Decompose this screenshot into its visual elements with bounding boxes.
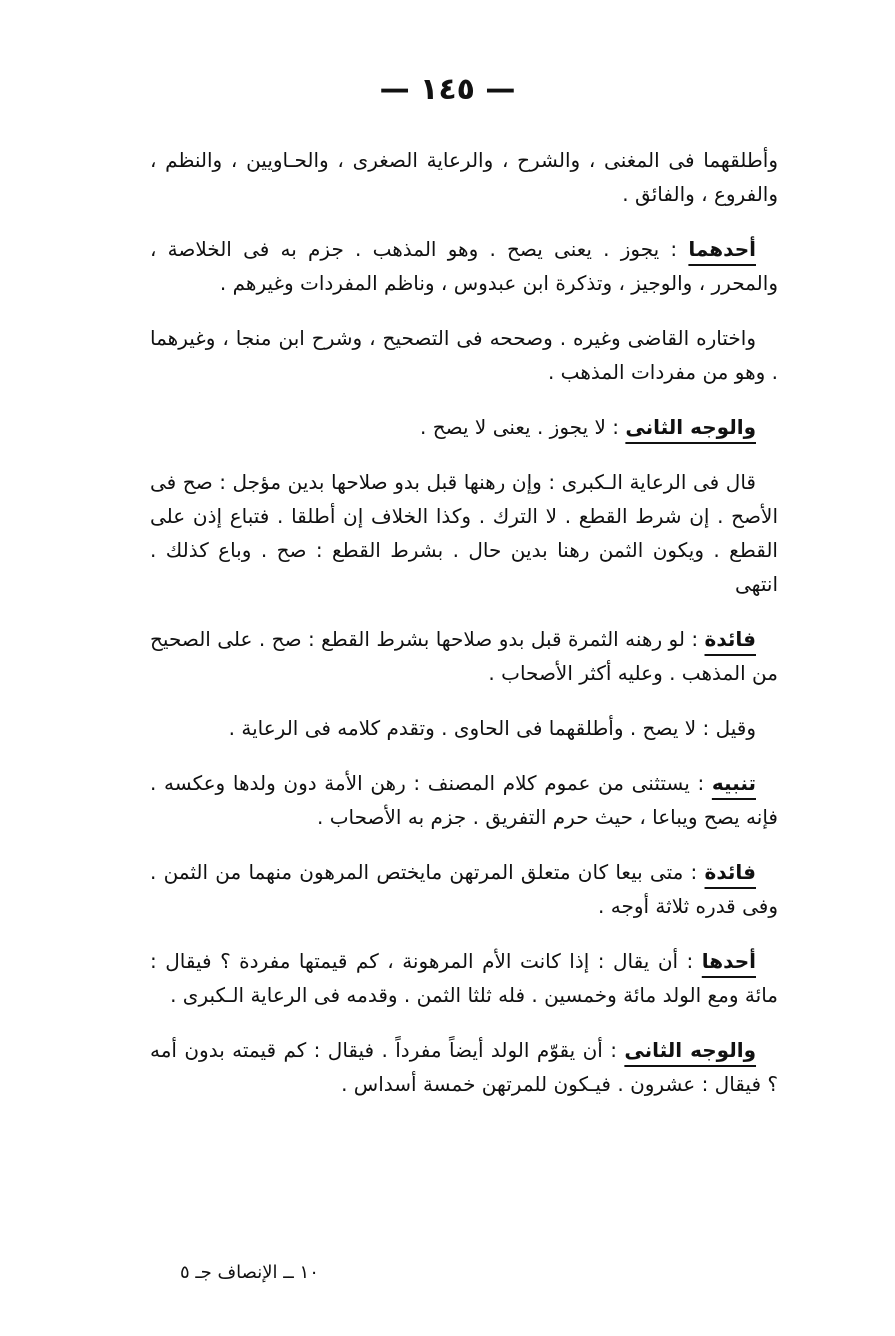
footer-signature: ١٠ ــ الإنصاف جـ ٥ xyxy=(180,1262,319,1283)
paragraph-text: قال فى الرعاية الـكبرى : وإن رهنها قبل بدو صلاحها بدين مؤجل : صح فى الأصح . إن شرط القطع . لا الترك . وكذا الخلاف إن أطلقا . فتباع إذن على القطع . ويكون الثمن رهنا بدين حال . بشرط القطع : صح . وباع كذلك . انتهى xyxy=(150,470,778,596)
paragraph xyxy=(150,321,778,389)
paragraph xyxy=(150,622,778,690)
paragraph-text: : أن يقال : إذا كانت الأم المرهونة ، كم قيمتها مفردة ؟ فيقال : مائة ومع الولد مائة وخمسين . فله ثلثا الثمن . وقدمه فى الرعاية الـكبرى . xyxy=(150,949,778,1007)
paragraph-heading: تنبيه xyxy=(711,771,756,795)
paragraph-text: : لو رهنه الثمرة قبل بدو صلاحها بشرط القطع : صح . على الصحيح من المذهب . وعليه أكثر الأصحاب . xyxy=(150,627,778,685)
paragraph xyxy=(150,143,778,211)
body-text xyxy=(150,143,778,1122)
paragraph-text: واختاره القاضى وغيره . وصححه فى التصحيح ، وشرح ابن منجا ، وغيرهما . وهو من مفردات المذهب . xyxy=(150,326,778,384)
paragraph-heading: أحدها xyxy=(701,949,756,973)
paragraph xyxy=(150,232,778,300)
paragraph xyxy=(150,944,778,1012)
paragraph xyxy=(150,855,778,923)
paragraph-text: : أن يقوّم الولد أيضاً مفرداً . فيقال : كم قيمته بدون أمه ؟ فيقال : عشرون . فيـكون للمرتهن خمسة أسداس . xyxy=(150,1038,778,1096)
paragraph-text: : يجوز . يعنى يصح . وهو المذهب . جزم به فى الخلاصة ، والمحرر ، والوجيز ، وتذكرة ابن عبدوس ، وناظم المفردات وغيرهم . xyxy=(150,237,778,295)
paragraph-text: : متى بيعا كان متعلق المرتهن مايختص المرهون منهما من الثمن . وفى قدره ثلاثة أوجه . xyxy=(150,860,778,918)
paragraph xyxy=(150,410,778,444)
paragraph-text: وقيل : لا يصح . وأطلقهما فى الحاوى . وتقدم كلامه فى الرعاية . xyxy=(228,716,756,740)
paragraph-heading: والوجه الثانى xyxy=(624,1038,757,1062)
page-number: — ١٤٥ — xyxy=(379,72,516,107)
paragraph-heading: فائدة xyxy=(704,860,756,884)
paragraph-heading: والوجه الثانى xyxy=(625,415,756,439)
paragraph xyxy=(150,766,778,834)
paragraph-text: : يستثنى من عموم كلام المصنف : رهن الأمة دون ولدها وعكسه . فإنه يصح ويباعا ، حيث حرم التفريق . جزم به الأصحاب . xyxy=(150,771,778,829)
paragraph-text: وأطلقهما فى المغنى ، والشرح ، والرعاية الصغرى ، والحـاويين ، والنظم ، والفروع ، والفائق . xyxy=(150,148,778,206)
paragraph-heading: أحدهما xyxy=(688,237,756,261)
paragraph xyxy=(150,1033,778,1101)
paragraph-heading: فائدة xyxy=(704,627,756,651)
paragraph xyxy=(150,465,778,601)
paragraph xyxy=(150,711,778,745)
paragraph-text: : لا يجوز . يعنى لا يصح . xyxy=(420,415,626,439)
